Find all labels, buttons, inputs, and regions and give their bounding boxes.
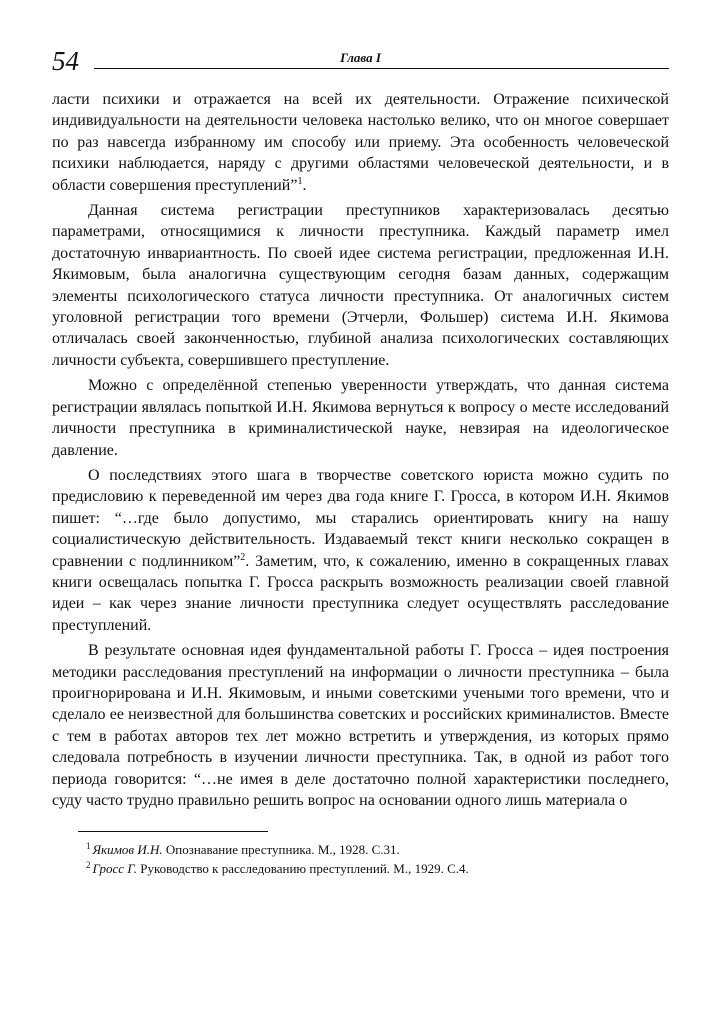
footnote-number: 2 <box>86 860 91 871</box>
footnote-number: 1 <box>86 841 91 852</box>
running-header <box>52 46 669 84</box>
page-number: 54 <box>52 46 79 76</box>
paragraph <box>52 375 669 461</box>
paragraph-text: О последствиях этого шага в творчестве советского юриста можно судить по предисловию к переведенной им через два года книге Г. Гросса, в котором И.Н. Якимов пишет: “…где было допустимо, мы старались ориентировать книгу на нашу социалистическую действительность. Издаваемый текст книги несколько сокращен в сравнении с подлинником” <box>52 466 669 570</box>
paragraph-text: Можно с определённой степенью уверенности утверждать, что данная система регистрации являлась попыткой И.Н. Якимова вернуться к вопросу о месте исследований личности преступника в криминалистической науке, невзирая на идеологическое давление. <box>52 377 669 459</box>
footnote <box>86 859 669 878</box>
paragraph-text: ласти психики и отражается на всей их деятельности. Отражение психической индивидуальности на деятельности человека настолько велико, что он многое совершает по раз навсегда избранному им способу или приему. Эта особенность человеческой психики наблюдается, наряду с другими областями человеческой деятельности, и в области совершения преступлений” <box>52 91 669 194</box>
footnote-text: Руководство к расследованию преступлений. М., 1929. С.4. <box>137 861 469 877</box>
body-text <box>52 89 669 811</box>
footnote-marker[interactable]: 1 <box>297 175 303 187</box>
footnote-text: Опознавание преступника. М., 1928. С.31. <box>162 842 400 858</box>
chapter-title: Глава I <box>340 50 381 65</box>
footnote-author: Гросс Г. <box>92 861 137 877</box>
paragraph-text: Данная система регистрации преступников характеризовалась десятью параметрами, относящимися к личности преступника. Каждый параметр имел достаточную инвариантность. По своей идее система регистрации, предложенная И.Н. Якимовым, была аналогична существующим сегодня базам данных, содержащим элементы психологического статуса личности преступника. От аналогичных систем уголовной регистрации того времени (Этчерли, Фольшер) система И.Н. Якимова отличалась своей законченностью, глубиной анализа психологических составляющих личности субъекта, совершившего преступление. <box>52 202 669 369</box>
paragraph <box>52 200 669 371</box>
paragraph <box>52 640 669 811</box>
paragraph <box>52 465 669 636</box>
paragraph: ласти психики и отражается на всей их деятельности. Отражение психической индивидуальности на деятельности человека настолько велико, что он многое совершает по раз навсегда избранному им способу или приему. Эта особенность человеческой психики наблюдается, наряду с другими областями человеческой деятельности, и в области совершения преступлений”$^1$. <box>52 91 669 194</box>
book-page <box>52 46 669 878</box>
paragraph-text: . Заметим, что, к сожалению, именно в сокращенных главах книги освещалась попытка Г. Гросса раскрыть возможность реализации своей главной идеи – как через знание личности преступника следует осуществлять расследование преступлений. <box>52 552 669 634</box>
footnote-author: Якимов И.Н. <box>92 842 163 858</box>
paragraph-text: В результате основная идея фундаментальной работы Г. Гросса – идея построения методики расследования преступлений на информации о личности преступника – была проигнорирована и И.Н. Якимовым, и иными советскими учеными того времени, что и сделало ее неизвестной для большинства советских и российских криминалистов. Вместе с тем в работах авторов тех лет можно встретить и утверждения, из которых прямо следовала потребность в изучении личности преступника. Так, в одной из работ того периода говорится: “…не имея в деле достаточно полной характеристики последнего, суду часто трудно правильно решить вопрос на основании одного лишь материала о <box>52 642 669 809</box>
footnote <box>86 840 669 859</box>
footnotes <box>52 840 669 878</box>
footnote-marker[interactable]: 2 <box>240 551 246 563</box>
header-rule <box>94 68 669 69</box>
footnote-rule <box>78 831 268 832</box>
